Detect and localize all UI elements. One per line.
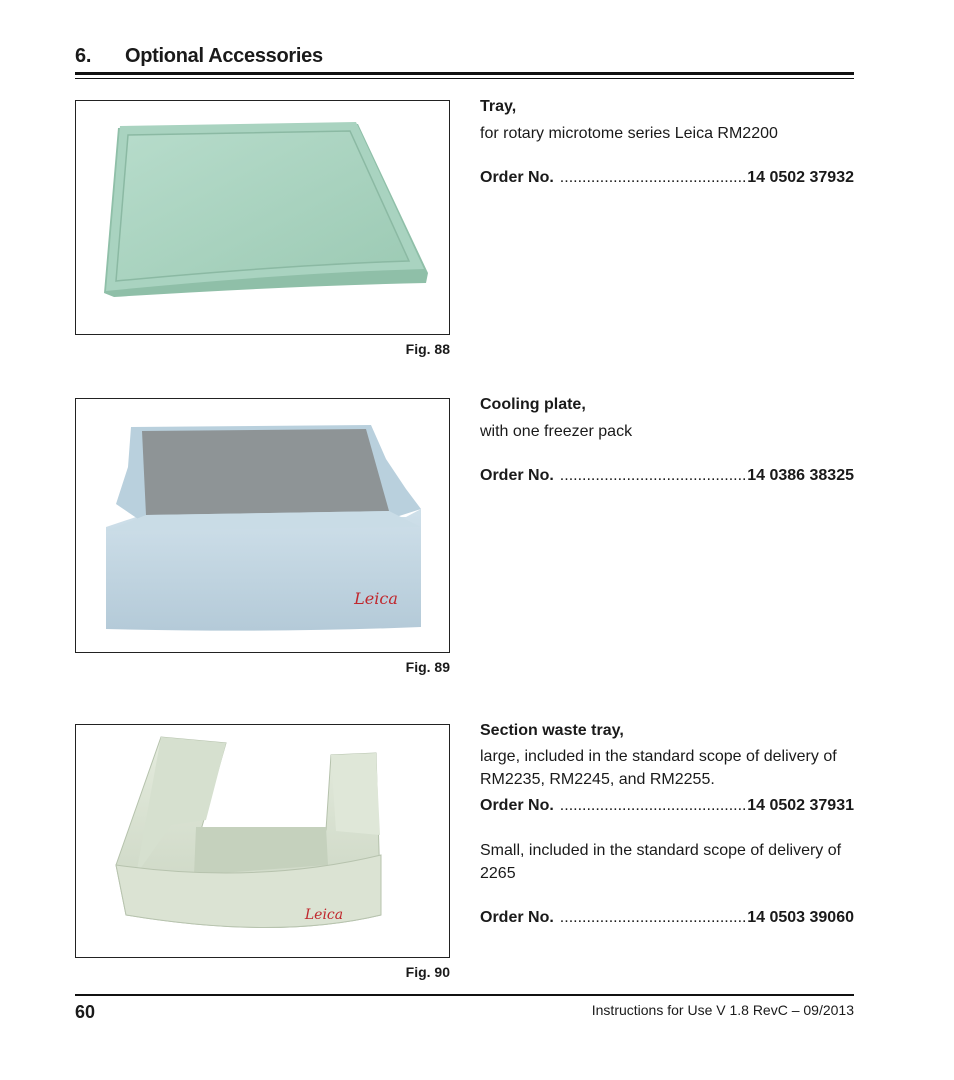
section-title: Optional Accessories <box>125 45 323 67</box>
order-label: Order No. <box>480 467 554 484</box>
cooling-plate-order-line <box>480 467 854 485</box>
cooling-plate-illustration <box>76 399 449 652</box>
leica-logo: Leica <box>354 589 398 608</box>
figure-label-90: Fig. 90 <box>405 964 450 980</box>
figure-tray <box>75 100 450 335</box>
tray-title: Tray, <box>480 98 517 115</box>
small-waste-tray-description: Small, included in the standard scope of delivery of 2265 <box>480 842 842 882</box>
header-rule-thin <box>75 78 854 79</box>
cooling-plate-text <box>480 396 854 485</box>
document-info: Instructions for Use V 1.8 RevC – 09/2013 <box>591 1002 854 1018</box>
cooling-plate-title: Cooling plate, <box>480 396 586 413</box>
figure-section-waste-tray <box>75 724 450 958</box>
tray-order-line <box>480 169 854 187</box>
order-label: Order No. <box>480 797 554 814</box>
order-label: Order No. <box>480 909 554 926</box>
order-number: 14 0502 37931 <box>747 797 854 814</box>
order-label: Order No. <box>480 169 554 186</box>
section-waste-tray-order-line <box>480 797 854 815</box>
figure-cooling-plate <box>75 398 450 653</box>
order-number: 14 0502 37932 <box>747 169 854 186</box>
leader-dots <box>560 467 745 485</box>
figure-label-89: Fig. 89 <box>405 659 450 675</box>
figure-label-88: Fig. 88 <box>405 341 450 357</box>
cooling-plate-description: with one freezer pack <box>480 423 633 440</box>
section-heading <box>75 45 323 68</box>
leader-dots <box>560 169 745 187</box>
footer-rule <box>75 994 854 996</box>
tray-description: for rotary microtome series Leica RM2200 <box>480 125 778 142</box>
tray-illustration <box>76 101 449 334</box>
waste-tray-illustration <box>76 725 449 957</box>
leica-logo: Leica <box>304 907 344 923</box>
section-waste-tray-text <box>480 722 854 927</box>
page-number: 60 <box>75 1002 96 1022</box>
section-waste-tray-title: Section waste tray, <box>480 722 624 739</box>
header-rule-thick <box>75 72 854 75</box>
section-number: 6. <box>75 45 92 67</box>
small-waste-tray-order-line <box>480 909 854 927</box>
order-number: 14 0503 39060 <box>747 909 854 926</box>
order-number: 14 0386 38325 <box>747 467 854 484</box>
leader-dots <box>560 797 745 815</box>
section-waste-tray-description: large, included in the standard scope of delivery of RM2235, RM2245, and RM2255. <box>480 748 837 788</box>
leader-dots <box>560 909 745 927</box>
tray-text <box>480 98 854 187</box>
